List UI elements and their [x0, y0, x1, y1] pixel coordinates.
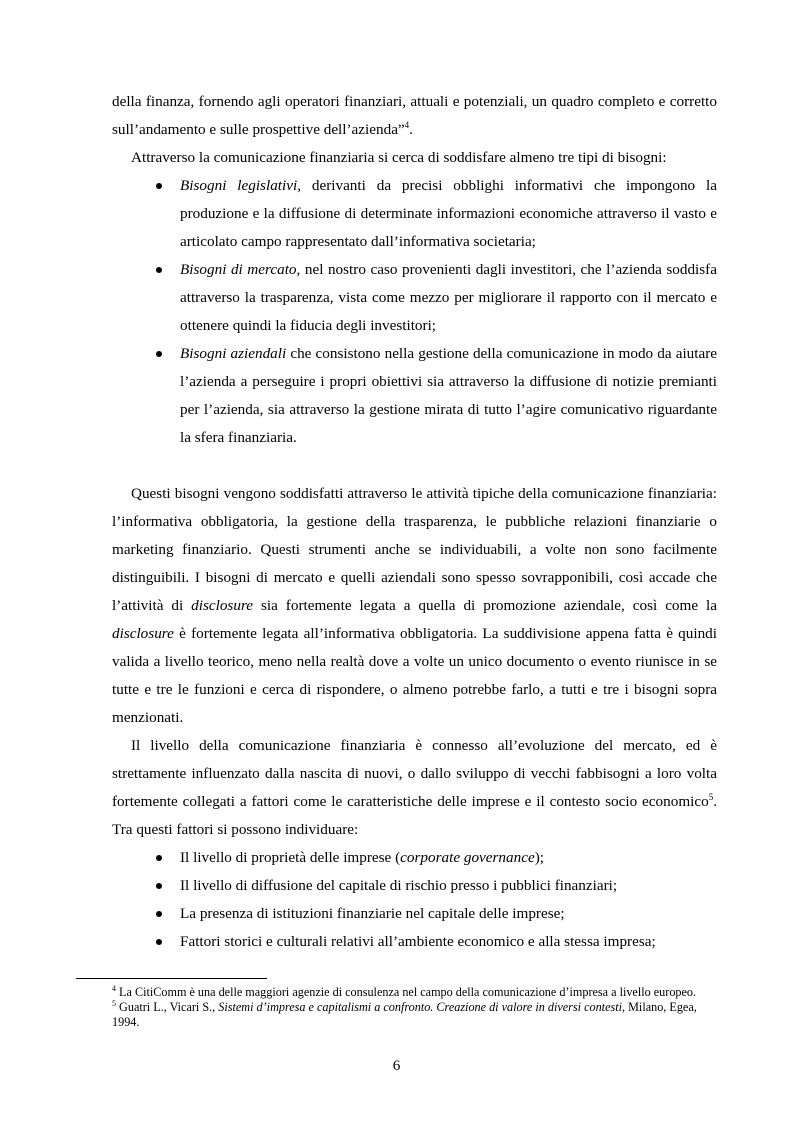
needs-list [112, 172, 717, 452]
footnote-ref-5[interactable]: 5 [708, 791, 714, 802]
bullet-icon [156, 939, 162, 945]
footnote-divider [76, 978, 267, 979]
list-item: Bisogni legislativi, derivanti da precisi obblighi informativi che impongono la produzione e la diffusione di determinate informazioni economiche attraverso il vasto e articolato campo rappresentato dall’informativa societaria; [112, 172, 717, 256]
list-item: Il livello di diffusione del capitale di rischio presso i pubblici finanziari; [112, 872, 717, 900]
bullet-icon [156, 855, 162, 861]
paragraph-level: Il livello della comunicazione finanziaria è connesso all’evoluzione del mercato, ed è strettamente influenzato dalla nascita di nuovi, o dallo sviluppo di vecchi fabbisogni a loro volta fortemente collegati a fattori come le caratteristiche delle imprese e il contesto socio economico$^5$. Tra questi fattori si possono individuare: [112, 737, 717, 838]
footnote-ref-4[interactable]: 4 [404, 119, 410, 130]
bullet-icon [156, 883, 162, 889]
list-item: Bisogni aziendali che consistono nella gestione della comunicazione in modo da aiutare l’azienda a perseguire i propri obiettivi sia attraverso la diffusione di notizie premianti per l’azienda, sia attraverso la gestione mirata di tutto l’agire comunicativo riguardante la sfera finanziaria. [112, 340, 717, 452]
body-text [112, 88, 717, 956]
footnote-5: $^5$ Guatri L., Vicari S., Sistemi d’impresa e capitalismi a confronto. Creazione di valore in diversi contesti, Milano, Egea, 1994. [112, 998, 697, 1029]
page-number: 6 [392, 1057, 401, 1074]
bullet-icon [156, 267, 162, 273]
footnotes [112, 985, 717, 1030]
bullet-icon [156, 351, 162, 357]
paragraph-needs-intro: Attraverso la comunicazione finanziaria si cerca di soddisfare almeno tre tipi di bisogni: [131, 149, 667, 166]
factors-list [112, 844, 717, 956]
list-item: Fattori storici e culturali relativi all’ambiente economico e alla stessa impresa; [112, 928, 717, 956]
paragraph-activities: Questi bisogni vengono soddisfatti attraverso le attività tipiche della comunicazione finanziaria: l’informativa obbligatoria, la gestione della trasparenza, le pubbliche relazioni finanziarie o marketing finanziario. Questi strumenti anche se individuabili, a volte non sono facilmente distinguibili. I bisogni di mercato e quelli aziendali sono spesso sovrapponibili, così accade che l’attività di disclosure sia fortemente legata a quella di promozione aziendale, così come la disclosure è fortemente legata all’informativa obbligatoria. La suddivisione appena fatta è quindi valida a livello teorico, meno nella realtà dove a volte un unico documento o evento riunisce in se tutte e tre le funzioni e cerca di rispondere, o almeno potrebbe farlo, a tutti e tre i bisogni sopra menzionati. [112, 485, 717, 726]
list-item: Bisogni di mercato, nel nostro caso provenienti dagli investitori, che l’azienda soddisfa attraverso la trasparenza, vista come mezzo per migliorare il rapporto con il mercato e ottenere quindi la fiducia degli investitori; [112, 256, 717, 340]
list-item: La presenza di istituzioni finanziarie nel capitale delle imprese; [112, 900, 717, 928]
bullet-icon [156, 911, 162, 917]
paragraph-continuation: della finanza, fornendo agli operatori finanziari, attuali e potenziali, un quadro completo e corretto sull’andamento e sulle prospettive dell’azienda”$^4$. [112, 93, 717, 138]
list-item: Il livello di proprietà delle imprese (corporate governance); [112, 844, 717, 872]
footnote-4: $^4$ La CitiComm è una delle maggiori agenzie di consulenza nel campo della comunicazione d’impresa a livello europeo. [112, 983, 697, 999]
bullet-icon [156, 183, 162, 189]
